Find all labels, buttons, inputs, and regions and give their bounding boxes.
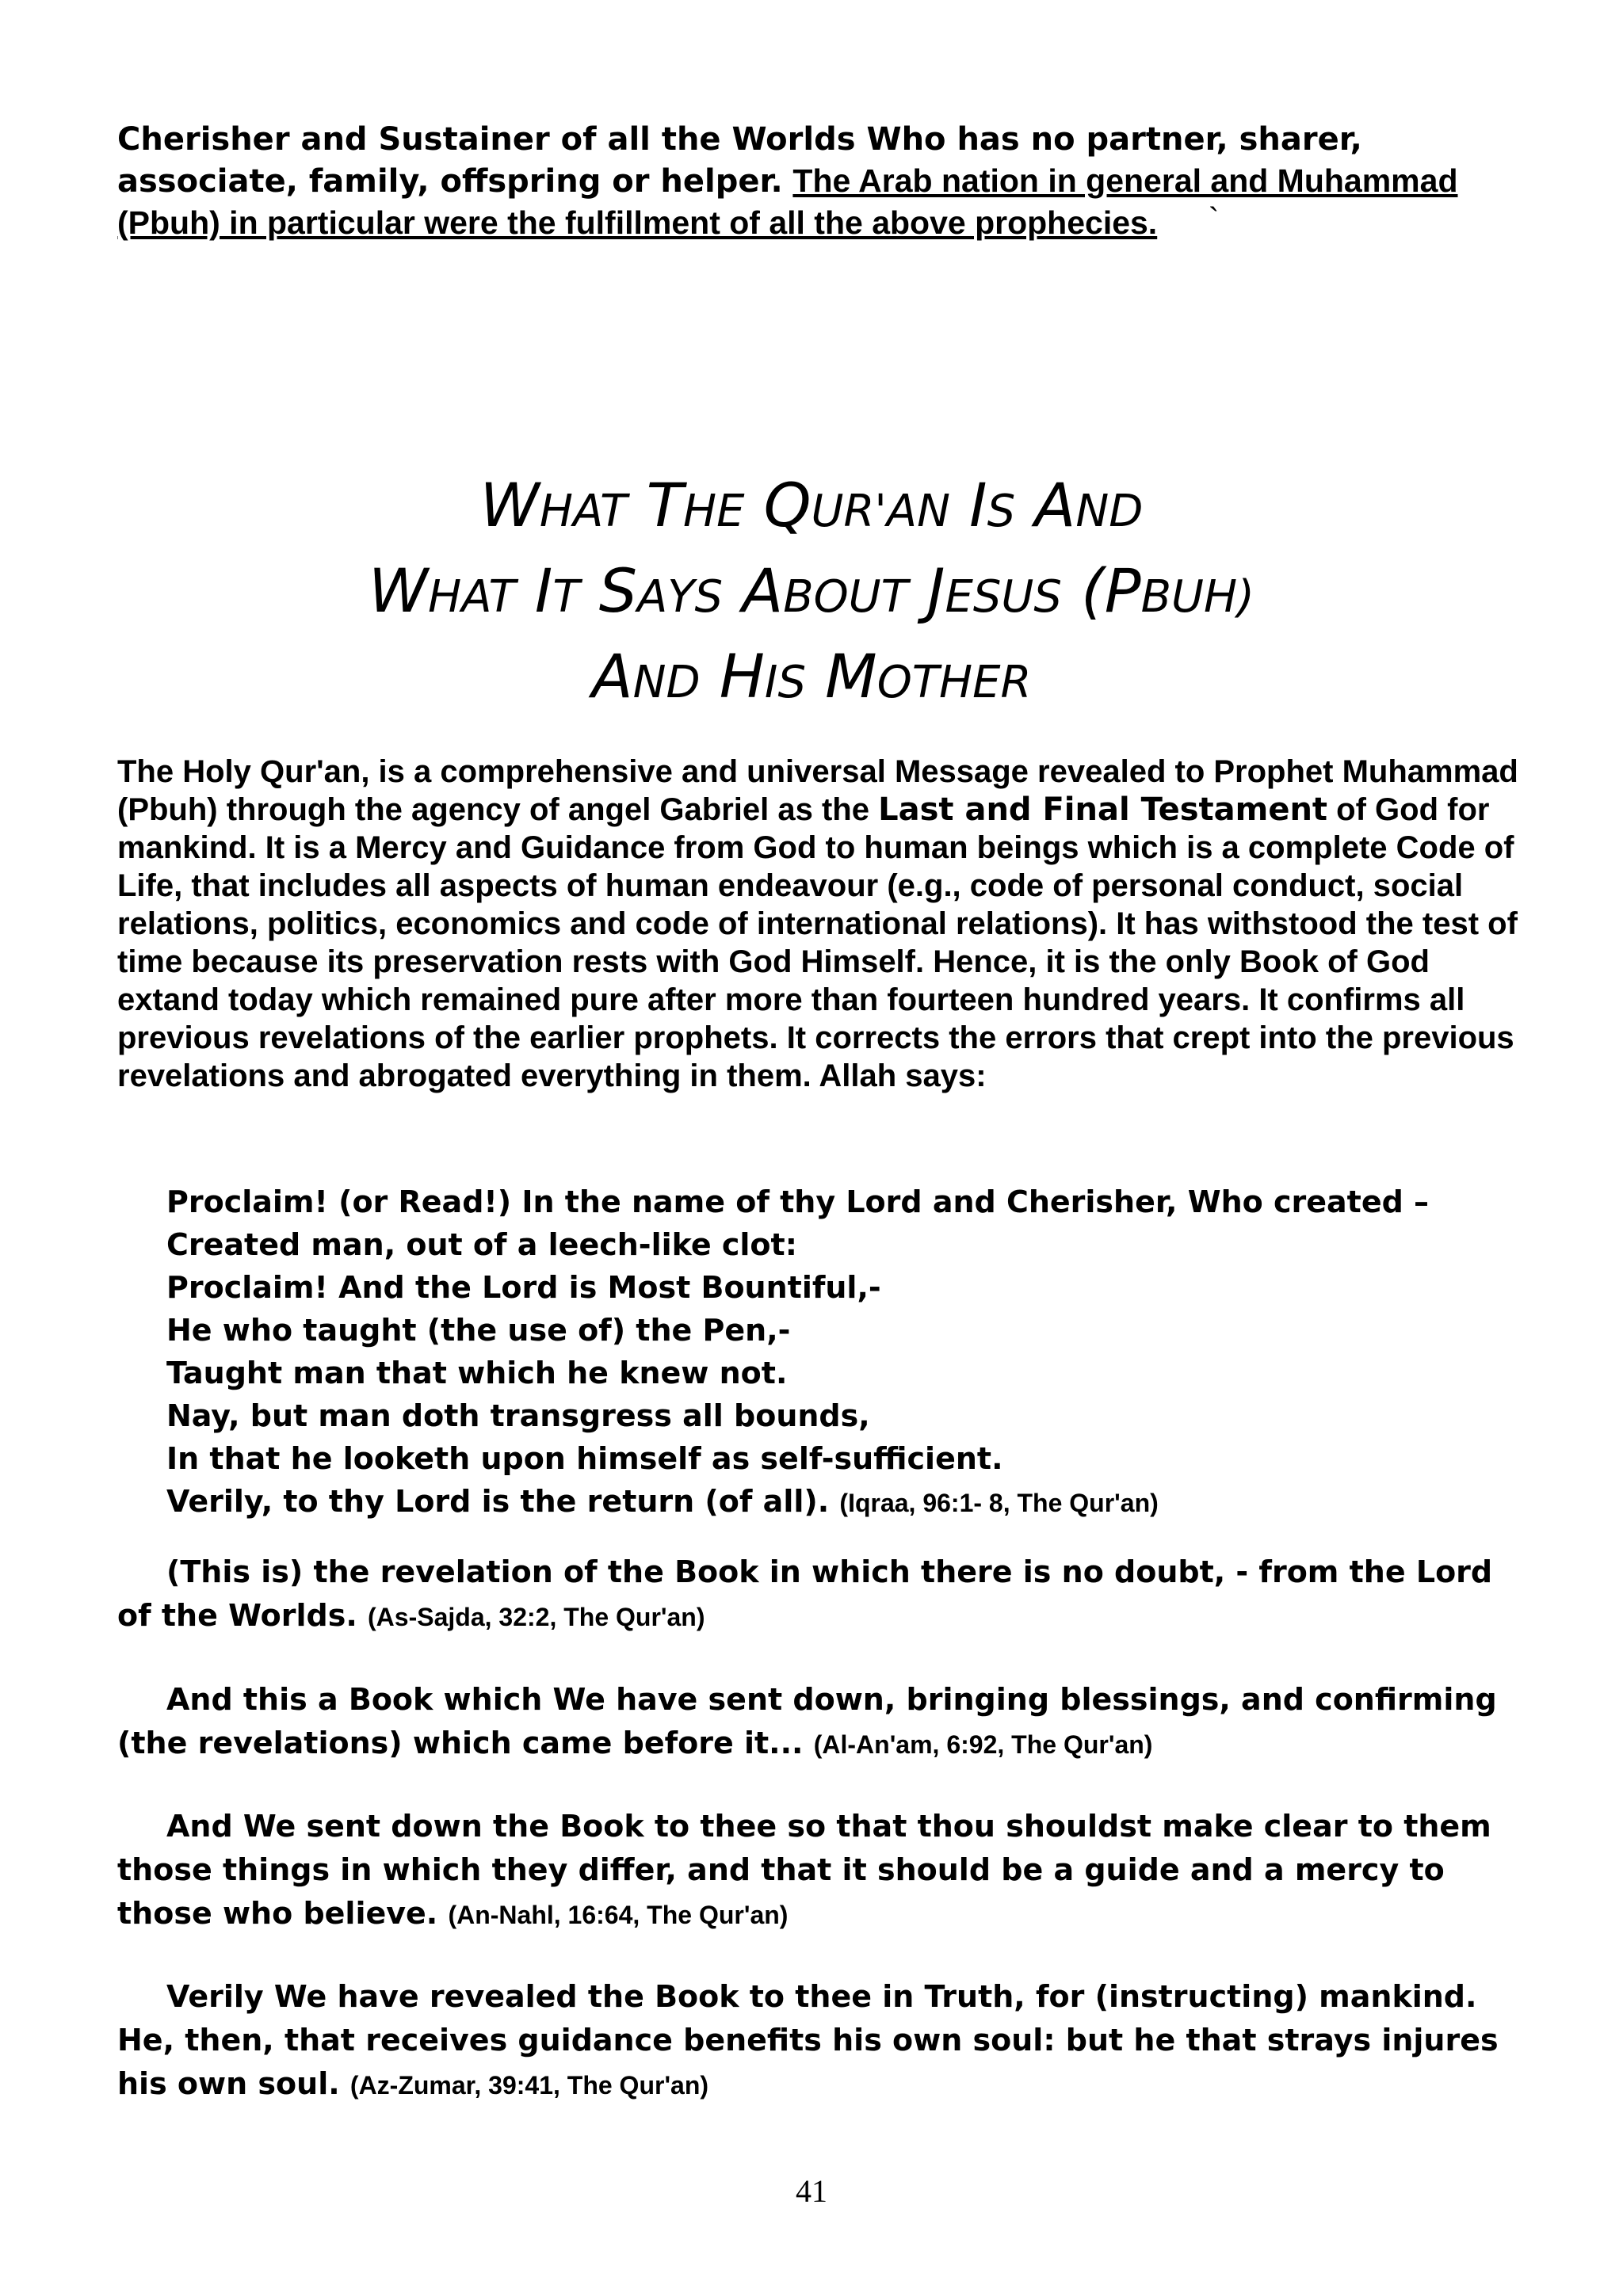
verse-line: Proclaim! (or Read!) In the name of thy Lord and Cherisher, Who created –	[166, 1184, 1430, 1219]
title-word: THE	[646, 470, 745, 540]
verse-line: He who taught (the use of) the Pen,-	[166, 1313, 791, 1348]
verse-line: Proclaim! And the Lord is Most Bountiful,-	[166, 1270, 881, 1305]
title-word: MOTHER	[825, 641, 1032, 711]
paragraph-part-1: The Holy Qur'an, is a comprehensive and universal Message revealed to Prophet Muhammad (Pbuh) through the agency of angel Gabriel as the	[117, 754, 1518, 827]
title-word: SAYS	[598, 555, 724, 626]
section-title	[0, 466, 1623, 723]
title-word: IT	[534, 555, 580, 626]
intro-underlined-text: The Arab nation in general and Muhammad (Pbuh) in particular were the fulfillment of all the above prophecies.	[117, 162, 1458, 241]
title-word: ABOUT	[742, 555, 908, 626]
title-line-1	[0, 466, 1623, 551]
quote-text: And We sent down the Book to thee so that thou shouldst make clear to them those things in which they differ, and that it should be a guide and a mercy to those who believe.	[117, 1809, 1491, 1931]
intro-bold-text: Cherisher and Sustainer of all the Worlds Who has no partner, sharer, associate, family, offspring or helper.	[117, 121, 1362, 200]
verse-line-last	[166, 1480, 1514, 1524]
title-word: AND	[591, 641, 701, 711]
quote-block	[117, 1550, 1528, 1639]
quote-citation: (An-Nahl, 16:64, The Qur'an)	[448, 1901, 789, 1929]
paragraph-part-2: of God for mankind. It is a Mercy and Guidance from God to human beings which is a complete Code of Life, that includes all aspects of human endeavour (e.g., code of personal conduct, social relations, politics, economics and code of international relations). It has withstood the test of time because its preservation rests with God Himself. Hence, it is the only Book of God extand today which remained pure after more than fourteen hundred years. It confirms all previous revelations of the earlier prophets. It corrects the errors that crept into the previous revelations and abrogated everything in them. Allah says:	[117, 792, 1518, 1093]
quote-text: Verily We have revealed the Book to thee in Truth, for (instructing) mankind. He, then, that receives guidance benefits his own soul: but he that strays injures his own soul.	[117, 1979, 1499, 2101]
verse-line: Verily, to thy Lord is the return (of all).	[166, 1484, 830, 1519]
quote-text: (This is) the revelation of the Book in which there is no doubt, - from the Lord of the Worlds.	[117, 1554, 1493, 1633]
title-word: HIS	[719, 641, 806, 711]
title-word: QUR'AN	[763, 470, 950, 540]
verse-line: Taught man that which he knew not.	[166, 1356, 788, 1390]
title-word: WHAT	[479, 470, 628, 540]
title-word: AND	[1034, 470, 1144, 540]
page-number: 41	[796, 2173, 827, 2209]
paragraph-emphasis: Last and Final Testament	[878, 791, 1328, 828]
verse-line: Nay, but man doth transgress all bounds,	[166, 1398, 870, 1433]
verse-line: Created man, out of a leech-like clot:	[166, 1227, 797, 1262]
body-paragraph	[117, 753, 1528, 1095]
title-line-2	[0, 551, 1623, 637]
title-word: WHAT	[369, 555, 516, 626]
quote-citation: (Al-An'am, 6:92, The Qur'an)	[813, 1730, 1153, 1759]
title-word: IS	[969, 470, 1016, 540]
title-word: (PBUH)	[1081, 555, 1254, 626]
verse-citation: (Iqraa, 96:1- 8, The Qur'an)	[839, 1489, 1159, 1517]
quote-citation: (As-Sajda, 32:2, The Qur'an)	[368, 1603, 705, 1631]
stray-mark: `	[1209, 202, 1220, 237]
title-word: JESUS	[927, 555, 1062, 626]
quote-block	[117, 1805, 1528, 1937]
quoted-verses	[166, 1180, 1514, 1524]
quote-citation: (Az-Zumar, 39:41, The Qur'an)	[349, 2071, 709, 2100]
intro-paragraph	[117, 119, 1528, 244]
title-line-3	[0, 637, 1623, 723]
quote-block	[117, 1975, 1528, 2107]
quote-text: And this a Book which We have sent down, bringing blessings, and confirming (the revelations) which came before it...	[117, 1682, 1497, 1760]
verse-line: In that he looketh upon himself as self-sufficient.	[166, 1441, 1003, 1476]
quote-block	[117, 1678, 1528, 1767]
